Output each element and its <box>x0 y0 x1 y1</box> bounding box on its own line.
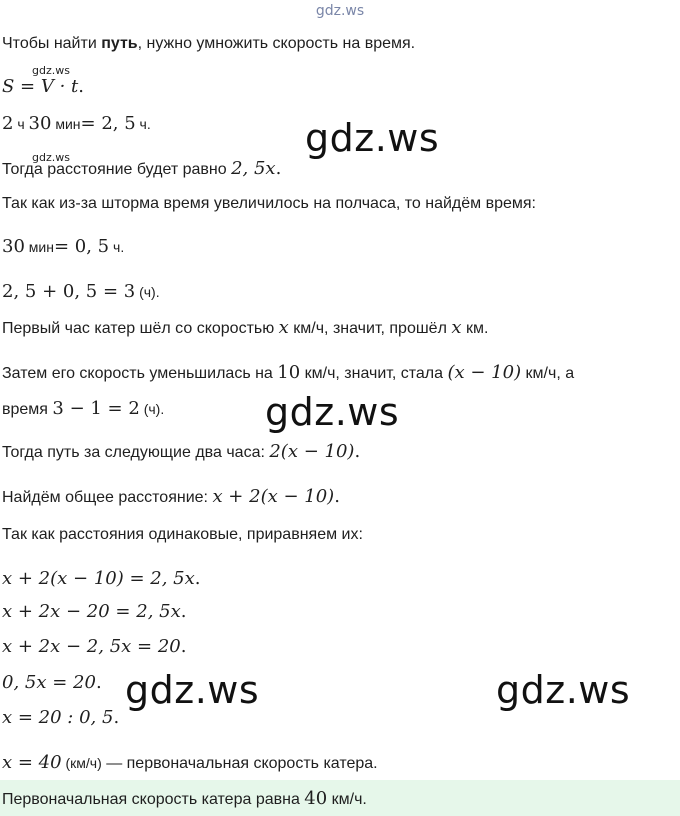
text: Так как расстояния одинаковые, приравняем их: <box>2 526 363 543</box>
math: x <box>451 317 462 338</box>
text: Первый час катер шёл со скоростью <box>2 320 279 337</box>
math: 0, 5x = 20 <box>2 672 96 693</box>
math: 2(x − 10) <box>269 441 355 462</box>
formula-line-2 <box>2 76 84 99</box>
text: Затем его скорость уменьшилась на <box>2 365 278 382</box>
text-line-1 <box>2 33 415 55</box>
math: x = 40 <box>2 752 62 773</box>
text-line-5 <box>2 193 536 215</box>
math-punct: . <box>95 672 102 693</box>
unit: (ч). <box>139 401 165 417</box>
unit: ч. <box>109 239 125 255</box>
unit: (км/ч) <box>61 755 102 771</box>
text-line-7 <box>2 281 160 304</box>
math: S = V · t <box>2 76 79 97</box>
math: 2, 5x <box>231 158 276 179</box>
text-line-19 <box>2 752 378 775</box>
text: км/ч, значит, стала <box>300 365 448 382</box>
watermark-big-2: gdz.ws <box>265 390 400 434</box>
text-line-4 <box>2 158 281 181</box>
watermark-big-4: gdz.ws <box>496 668 631 712</box>
math: = 2, 5 <box>80 113 136 134</box>
math-punct: . <box>275 158 282 179</box>
text-line-13 <box>2 524 363 546</box>
math: (x − 10) <box>447 362 522 383</box>
text: км/ч, а <box>521 365 575 382</box>
bold-term: путь <box>101 35 138 52</box>
equation-line-14 <box>2 568 201 591</box>
unit: (ч). <box>135 284 160 300</box>
text: Первоначальная скорость катера равна <box>2 791 305 808</box>
answer-line <box>2 788 367 811</box>
text: — первоначальная скорость катера. <box>101 755 378 772</box>
text: время <box>2 401 53 418</box>
text: Чтобы найти <box>2 35 102 52</box>
math: = 0, 5 <box>53 236 110 257</box>
math: x + 2(x − 10) <box>212 486 335 507</box>
text-line-6 <box>2 236 124 259</box>
text: км. <box>461 320 489 337</box>
watermark-big-3: gdz.ws <box>125 668 260 712</box>
math: 30 <box>28 113 52 134</box>
text-line-8 <box>2 317 488 340</box>
math: x + 2(x − 10) = 2, 5x <box>2 568 195 589</box>
math: 10 <box>277 362 301 383</box>
math-punct: . <box>194 568 201 589</box>
text-line-9 <box>2 362 574 385</box>
unit: ч. <box>135 116 151 132</box>
text-line-3 <box>2 113 151 136</box>
equation-line-17 <box>2 672 102 695</box>
math: 30 <box>2 236 25 257</box>
math: 40 <box>304 788 328 809</box>
math-punct: . <box>180 636 187 657</box>
unit: мин <box>24 239 54 255</box>
math: x + 2x − 2, 5x = 20 <box>2 636 181 657</box>
text: Найдём общее расстояние: <box>2 489 213 506</box>
math-punct: . <box>78 76 84 97</box>
math: 3 − 1 = 2 <box>52 398 140 419</box>
text-line-11 <box>2 441 360 464</box>
text: Тогда расстояние будет равно <box>2 161 232 178</box>
text: Тогда путь за следующие два часа: <box>2 444 270 461</box>
math: 2, 5 + 0, 5 = 3 <box>2 281 136 302</box>
equation-line-18 <box>2 707 119 730</box>
equation-line-15 <box>2 601 186 624</box>
text-line-12 <box>2 486 340 509</box>
watermark-small-2: gdz.ws <box>32 151 70 164</box>
unit: мин <box>51 116 81 132</box>
math: x = 20 : 0, 5 <box>2 707 114 728</box>
text-line-10 <box>2 398 164 421</box>
watermark-big-1: gdz.ws <box>305 116 440 160</box>
equation-line-16 <box>2 636 186 659</box>
unit: ч <box>13 116 29 132</box>
math-punct: . <box>354 441 361 462</box>
math-punct: . <box>180 601 187 622</box>
text: , нужно умножить скорость на время. <box>137 35 416 52</box>
math: x + 2x − 20 = 2, 5x <box>2 601 181 622</box>
watermark-top: gdz.ws <box>315 3 365 19</box>
text: км/ч. <box>327 791 367 808</box>
text: Так как из-за шторма время увеличилось на полчаса, то найдём время: <box>2 195 536 212</box>
math: 2 <box>2 113 14 134</box>
answer-box <box>0 780 680 816</box>
watermark-small-1: gdz.ws <box>32 64 70 77</box>
math: x <box>278 317 289 338</box>
math-punct: . <box>113 707 120 728</box>
text: км/ч, значит, прошёл <box>288 320 452 337</box>
math-punct: . <box>334 486 340 507</box>
